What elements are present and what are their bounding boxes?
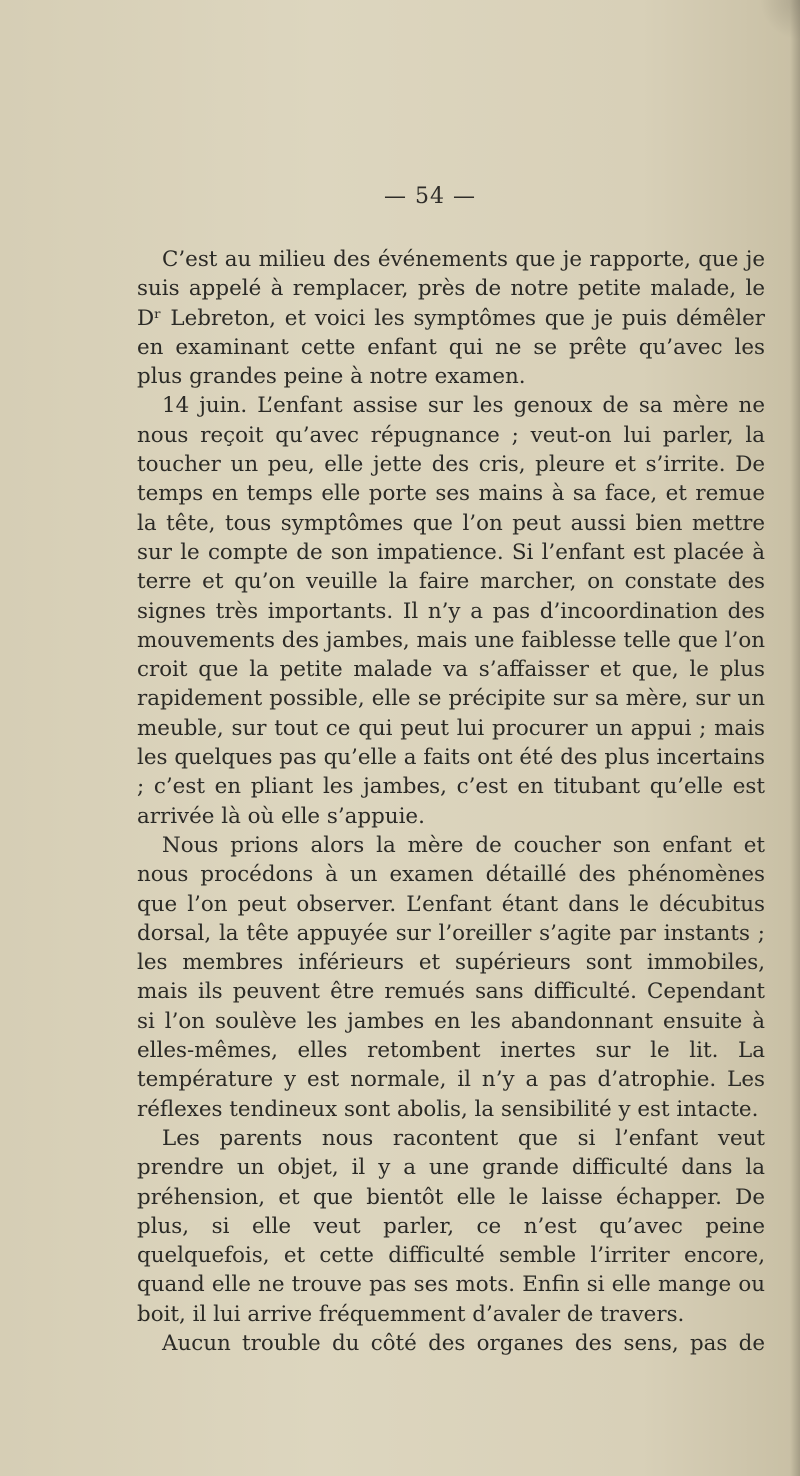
paragraph-2: 14 juin. L’enfant assise sur les genoux de sa mère ne nous reçoit qu’avec répugnance ; veut-on lui parler, la toucher un peu, elle jette des cris, pleure et s’irrite. De temps en temps elle porte ses mains à sa face, et remue la tête, tous symptômes que l’on peut aussi bien mettre sur le compte de son impatience. Si l’enfant est placée à terre et qu’on veuille la faire marcher, on constate des signes très importants. Il n’y a pas d’incoordination des mouvements des jambes, mais une faiblesse telle que l’on croit que la petite malade va s’affaisser et que, le plus rapidement possible, elle se précipite sur sa mère, sur un meuble, sur tout ce qui peut lui procurer un appui ; mais les quelques pas qu’elle a faits ont été des plus incertains ; c’est en pliant les jambes, c’est en titubant qu’elle est arrivée là où elle s’appuie. xyxy=(137,393,765,829)
page-corner-stain xyxy=(760,0,800,40)
body-text xyxy=(137,245,765,1358)
paragraph-1: C’est au milieu des événements que je rapporte, que je suis appelé à remplacer, près de notre petite malade, le Dʳ Lebreton, et voici les symptômes que je puis démêler en examinant cette enfant qui ne se prête qu’avec les plus grandes peine à notre examen. xyxy=(137,247,765,390)
page-number: — 54 — xyxy=(384,184,476,209)
paragraph-5: Aucun trouble du côté des organes des sens, pas de xyxy=(162,1330,765,1356)
paragraph-3: Nous prions alors la mère de coucher son enfant et nous procédons à un examen détaillé des phénomènes que l’on peut observer. L’enfant étant dans le décubitus dorsal, la tête appuyée sur l’oreiller s’agite par instants ; les membres inférieurs et supérieurs sont immobiles, mais ils peuvent être remués sans difficulté. Cependant si l’on soulève les jambes en les abandonnant ensuite à elles-mêmes, elles retombent inertes sur le lit. La température y est normale, il n’y a pas d’atrophie. Les réflexes tendineux sont abolis, la sensibilité y est intacte. xyxy=(137,832,765,1122)
page-edge-shadow xyxy=(790,0,800,1476)
paragraph-4: Les parents nous racontent que si l’enfant veut prendre un objet, il y a une grande difficulté dans la préhension, et que bientôt elle le laisse échapper. De plus, si elle veut parler, ce n’est qu’avec peine quelquefois, et cette difficulté semble l’irriter encore, quand elle ne trouve pas ses mots. Enfin si elle mange ou boit, il lui arrive fréquemment d’avaler de travers. xyxy=(137,1125,765,1327)
